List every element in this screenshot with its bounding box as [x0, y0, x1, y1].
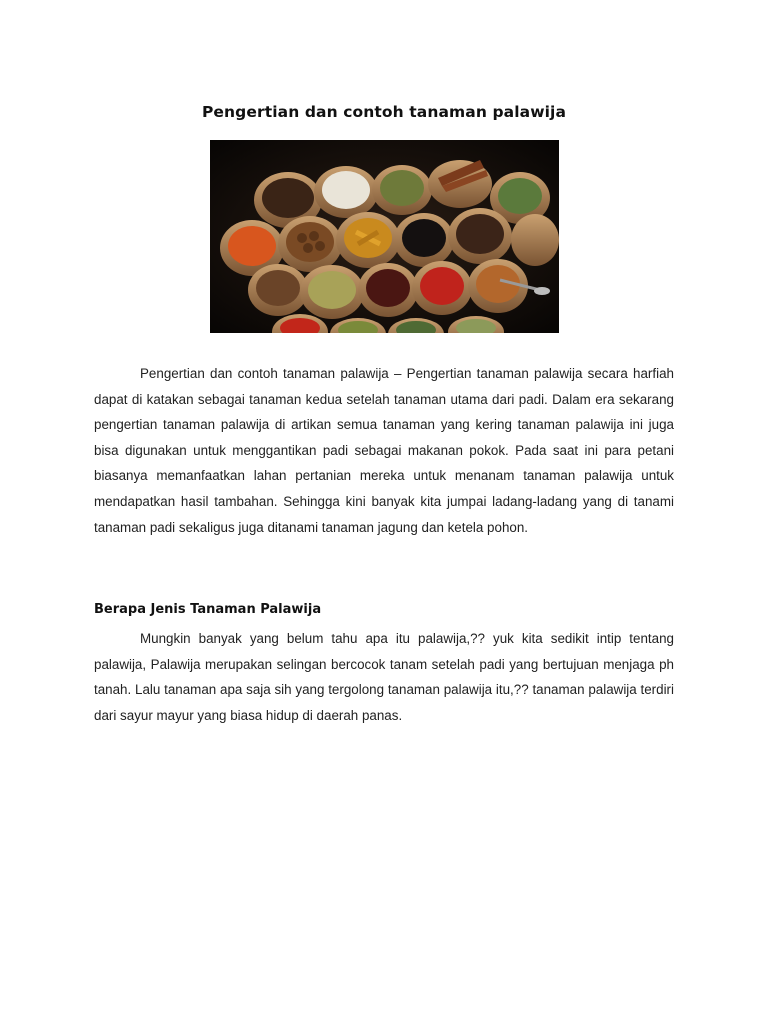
spices-photo — [210, 140, 559, 333]
spices-in-sacks-photo-icon — [210, 140, 559, 333]
section-paragraph: Mungkin banyak yang belum tahu apa itu palawija,?? yuk kita sedikit intip tentang palawija, Palawija merupakan selingan bercocok tanam setelah padi yang bertujuan menjaga ph tanah. Lalu tanaman apa saja sih yang tergolong tanaman palawija itu,?? tanaman palawija terdiri dari sayur mayur yang biasa hidup di daerah panas. — [94, 631, 674, 723]
section-heading: Berapa Jenis Tanaman Palawija — [94, 602, 322, 617]
document-title: Pengertian dan contoh tanaman palawija — [201, 103, 567, 121]
intro-paragraph: Pengertian dan contoh tanaman palawija – Pengertian tanaman palawija secara harfiah dapat di katakan sebagai tanaman kedua setelah tanaman utama dari padi. Dalam era sekarang pengertian tanaman palawija di artikan semua tanaman yang kering tanaman palawija ini juga bisa digunakan untuk menggantikan padi sebagai makanan pokok. Pada saat ini para petani biasanya memanfaatkan lahan pertanian mereka untuk menanam tanaman palawija untuk mendapatkan hasil tambahan. Sehingga kini banyak kita jumpai ladang-ladang yang di tanami tanaman padi sekaligus juga ditanami tanaman jagung dan ketela pohon. — [94, 366, 674, 535]
